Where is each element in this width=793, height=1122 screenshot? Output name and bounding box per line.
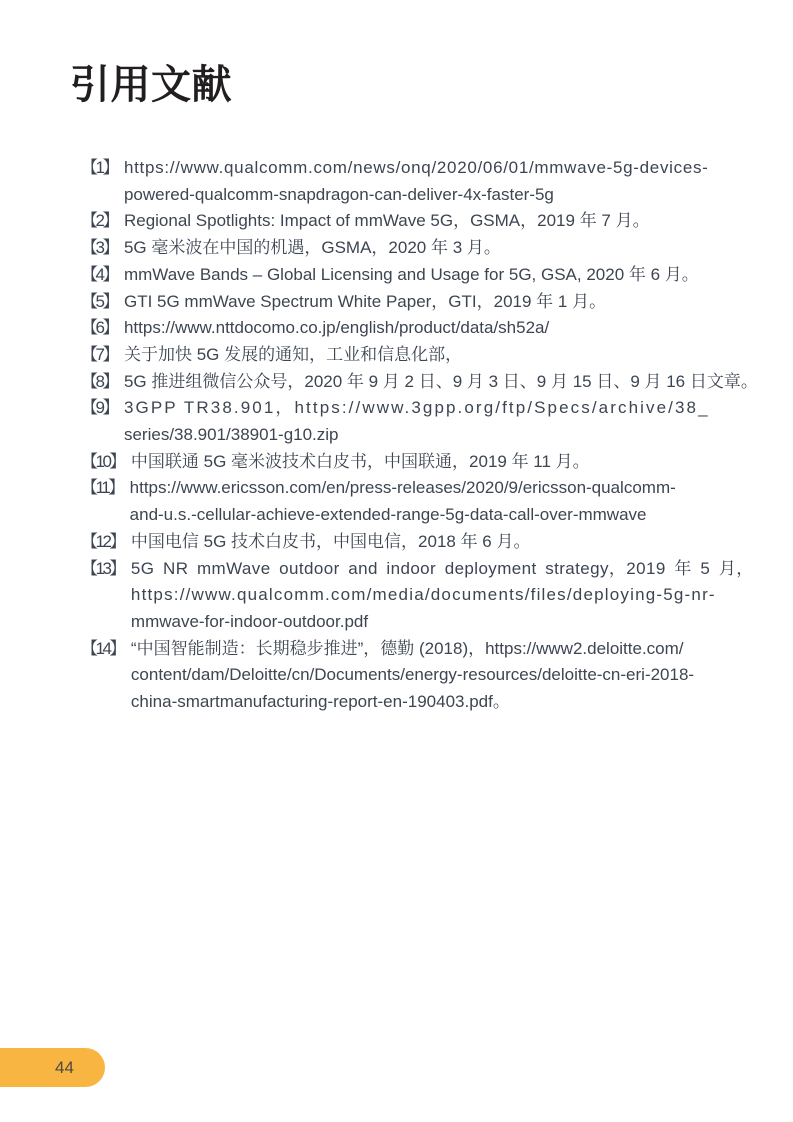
reference-marker: 【4】 <box>81 264 117 284</box>
reference-link-line[interactable]: series/38.901/38901-g10.zip <box>123 425 339 445</box>
reference-marker: 【8】 <box>81 371 117 391</box>
reference-text-line: Regional Spotlights: Impact of mmWave 5G，GSMA，2019 年 7 月。 <box>123 211 650 231</box>
reference-text-line: 中国联通 5G 毫米波技术白皮书，中国联通，2019 年 11 月。 <box>130 451 590 471</box>
reference-link-line[interactable]: https://www.qualcomm.com/news/onq/2020/06/01/mmwave-5g-devices- <box>123 158 709 177</box>
reference-link-line[interactable]: powered-qualcomm-snapdragon-can-deliver-4x-faster-5g <box>123 184 554 204</box>
reference-marker: 【1】 <box>81 158 117 177</box>
reference-item <box>81 636 714 716</box>
reference-link-line[interactable]: mmwave-for-indoor-outdoor.pdf <box>130 611 369 631</box>
reference-text-line: 中国电信 5G 技术白皮书，中国电信，2018 年 6 月。 <box>130 531 531 551</box>
reference-item <box>81 208 714 235</box>
reference-item <box>81 315 714 342</box>
reference-item <box>81 369 758 396</box>
reference-marker: 【2】 <box>81 211 117 231</box>
page-title: 引用文献 <box>70 63 232 107</box>
reference-text-line: 5G 推进组微信公众号，2020 年 9 月 2 日、9 月 3 日、9 月 15 日、9 月 16 日文章。 <box>123 371 758 391</box>
reference-item <box>81 235 714 262</box>
reference-text-line: 关于加快 5G 发展的通知，工业和信息化部， <box>123 344 463 364</box>
reference-item <box>81 529 714 556</box>
reference-item <box>81 475 714 528</box>
reference-marker: 【5】 <box>81 291 117 311</box>
reference-link-line[interactable]: https://www.nttdocomo.co.jp/english/product/data/sh52a/ <box>123 318 550 338</box>
reference-item <box>81 289 714 316</box>
reference-link-line[interactable]: content/dam/Deloitte/cn/Documents/energy-resources/deloitte-cn-eri-2018- <box>130 665 695 685</box>
reference-text-line: 5G NR mmWave outdoor and indoor deployment strategy，2019 年 5 月， <box>130 558 754 578</box>
reference-marker: 【7】 <box>81 344 117 364</box>
reference-link-line[interactable]: 3GPP TR38.901，https://www.3gpp.org/ftp/Specs/archive/38_ <box>123 398 710 418</box>
reference-marker: 【12】 <box>81 531 124 551</box>
page-number-badge <box>0 1048 105 1087</box>
reference-item <box>81 395 714 448</box>
reference-item <box>81 556 754 636</box>
reference-text-line: mmWave Bands – Global Licensing and Usage for 5G, GSA, 2020 年 6 月。 <box>123 264 699 284</box>
references-list <box>81 155 758 716</box>
reference-item <box>81 155 714 208</box>
reference-marker: 【14】 <box>81 638 124 658</box>
reference-marker: 【10】 <box>81 451 124 471</box>
reference-marker: 【3】 <box>81 238 117 258</box>
reference-marker: 【13】 <box>81 558 124 578</box>
reference-link-line[interactable]: https://www.qualcomm.com/media/documents/files/deploying-5g-nr- <box>130 585 716 605</box>
page-number: 44 <box>55 1057 74 1077</box>
reference-link-line[interactable]: and-u.s.-cellular-achieve-extended-range-5g-data-call-over-mmwave <box>129 505 647 525</box>
reference-marker: 【11】 <box>81 478 123 498</box>
reference-marker: 【9】 <box>81 398 117 418</box>
reference-link-line[interactable]: “中国智能制造：长期稳步推进”，德勤 (2018)，https://www2.deloitte.com/ <box>130 638 684 658</box>
reference-text-line: 5G 毫米波在中国的机遇，GSMA，2020 年 3 月。 <box>123 238 501 258</box>
reference-link-line[interactable]: https://www.ericsson.com/en/press-releases/2020/9/ericsson-qualcomm- <box>129 478 676 498</box>
reference-marker: 【6】 <box>81 318 117 338</box>
reference-text-line: GTI 5G mmWave Spectrum White Paper，GTI，2019 年 1 月。 <box>123 291 607 311</box>
reference-item <box>81 449 714 476</box>
reference-item <box>81 262 714 289</box>
reference-link-line[interactable]: china-smartmanufacturing-report-en-190403.pdf。 <box>130 692 510 712</box>
reference-item <box>81 342 714 369</box>
